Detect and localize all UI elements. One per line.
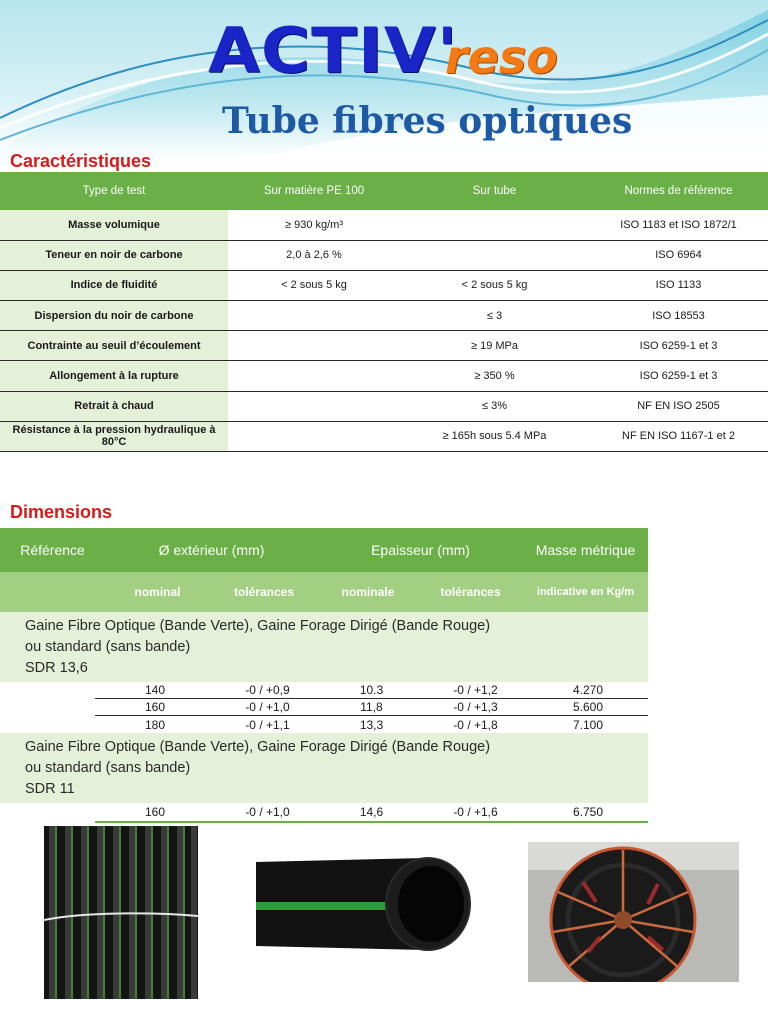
- column-subheader: nominal: [134, 585, 181, 599]
- group-description: [0, 612, 648, 682]
- diameter-tolerance: -0 / +0,9: [245, 683, 290, 697]
- table-row: [0, 301, 768, 331]
- table-row: [0, 421, 768, 451]
- test-type-cell: Retrait à chaud: [0, 391, 228, 421]
- linear-mass: 6.750: [572, 805, 604, 819]
- linear-mass: 4.270: [572, 683, 604, 697]
- test-type-cell: Résistance à la pression hydraulique à 80°C: [0, 421, 228, 451]
- test-type-cell: Dispersion du noir de carbone: [0, 301, 228, 331]
- norm-cell: ISO 1183 et ISO 1872/1: [589, 210, 768, 240]
- diameter-tolerance: -0 / +1,1: [245, 717, 290, 732]
- pe100-cell: ≥ 930 kg/m³: [228, 210, 400, 240]
- column-header: Type de test: [0, 172, 228, 210]
- linear-mass: 5.600: [572, 700, 604, 714]
- column-subheader: indicative en Kg/m: [536, 585, 635, 598]
- group-sdr: SDR 13,6: [25, 660, 88, 676]
- characteristics-heading: Caractéristiques: [10, 151, 152, 171]
- group-note-line: ou standard (sans bande): [25, 639, 191, 655]
- pe100-cell: < 2 sous 5 kg: [228, 270, 400, 300]
- logo-activ: ACTIV': [208, 14, 459, 87]
- nominal-thickness: 11,8: [360, 700, 383, 714]
- characteristics-table: [0, 172, 768, 452]
- table-row: [0, 210, 768, 240]
- table-row: [0, 682, 648, 699]
- nominal-diameter: 140: [144, 683, 166, 697]
- nominal-thickness: 14,6: [359, 805, 384, 819]
- tube-cell: ≥ 165h sous 5.4 MPa: [400, 421, 589, 451]
- test-type-cell: Contrainte au seuil d’écoulement: [0, 331, 228, 361]
- pe100-cell: [228, 391, 400, 421]
- nominal-thickness: 10.3: [359, 683, 384, 697]
- norm-cell: ISO 1133: [589, 270, 768, 300]
- table-row: [0, 240, 768, 270]
- group-description: [0, 733, 648, 803]
- nominal-thickness: 13,3: [359, 717, 384, 732]
- tube-cell: ≤ 3%: [400, 391, 589, 421]
- page-title: Tube fibres optiques: [222, 100, 633, 142]
- table-row: [0, 361, 768, 391]
- dimensions-subheader-row: [0, 572, 648, 612]
- column-subheader: tolérances: [440, 585, 501, 599]
- column-header: Sur tube: [400, 172, 589, 210]
- pe100-cell: [228, 361, 400, 391]
- dimensions-header-row: [0, 528, 648, 572]
- pe100-cell: [228, 331, 400, 361]
- group-note-line: ou standard (sans bande): [25, 760, 191, 776]
- column-header: Epaisseur (mm): [371, 542, 470, 558]
- column-header: Référence: [20, 542, 85, 558]
- tube-section-photo: [256, 842, 474, 955]
- column-header: Sur matière PE 100: [228, 172, 400, 210]
- test-type-cell: Allongement à la rupture: [0, 361, 228, 391]
- tube-reel-photo: [528, 842, 739, 982]
- diameter-tolerance: -0 / +1,0: [245, 700, 290, 714]
- norm-cell: ISO 6259-1 et 3: [589, 331, 768, 361]
- norm-cell: NF EN ISO 1167-1 et 2: [589, 421, 768, 451]
- tube-cell: ≥ 19 MPa: [400, 331, 589, 361]
- norm-cell: ISO 6259-1 et 3: [589, 361, 768, 391]
- test-type-cell: Indice de fluidité: [0, 270, 228, 300]
- thickness-tolerance: -0 / +1,8: [453, 717, 498, 732]
- logo-reso: reso: [445, 30, 558, 84]
- characteristics-header-row: [0, 172, 768, 210]
- coiled-tubes-photo: [44, 826, 198, 999]
- tube-cell: [400, 240, 589, 270]
- column-header: Ø extérieur (mm): [158, 542, 265, 558]
- nominal-diameter: 180: [144, 717, 166, 732]
- pe100-cell: 2,0 à 2,6 %: [228, 240, 400, 270]
- linear-mass: 7.100: [572, 717, 604, 732]
- column-subheader: nominale: [341, 585, 395, 599]
- table-row: [0, 391, 768, 421]
- thickness-tolerance: -0 / +1,6: [453, 805, 498, 819]
- group-note-line: Gaine Fibre Optique (Bande Verte), Gaine Forage Dirigé (Bande Rouge): [25, 739, 491, 755]
- tube-cell: [400, 210, 589, 240]
- group-note-line: Gaine Fibre Optique (Bande Verte), Gaine Forage Dirigé (Bande Rouge): [25, 618, 491, 634]
- diameter-tolerance: -0 / +1,0: [245, 805, 290, 819]
- tube-cell: ≤ 3: [400, 301, 589, 331]
- thickness-tolerance: -0 / +1,2: [453, 683, 498, 697]
- pe100-cell: [228, 421, 400, 451]
- norm-cell: NF EN ISO 2505: [589, 391, 768, 421]
- tube-cell: < 2 sous 5 kg: [400, 270, 589, 300]
- table-row: [0, 270, 768, 300]
- column-header: Normes de référence: [589, 172, 768, 210]
- thickness-tolerance: -0 / +1,3: [453, 700, 498, 714]
- norm-cell: ISO 6964: [589, 240, 768, 270]
- table-row: [0, 331, 768, 361]
- nominal-diameter: 160: [144, 700, 166, 714]
- table-row: [0, 716, 648, 733]
- table-row: [0, 803, 648, 823]
- column-subheader: tolérances: [233, 585, 295, 599]
- page-header: [0, 0, 768, 160]
- tube-cell: ≥ 350 %: [400, 361, 589, 391]
- test-type-cell: Teneur en noir de carbone: [0, 240, 228, 270]
- pe100-cell: [228, 301, 400, 331]
- column-header: Masse métrique: [535, 542, 636, 558]
- dimensions-heading: Dimensions: [10, 502, 113, 522]
- test-type-cell: Masse volumique: [0, 210, 228, 240]
- norm-cell: ISO 18553: [589, 301, 768, 331]
- table-row: [0, 699, 648, 716]
- dimensions-table: [0, 528, 648, 823]
- group-sdr: SDR 11: [25, 781, 75, 797]
- nominal-diameter: 160: [144, 805, 166, 819]
